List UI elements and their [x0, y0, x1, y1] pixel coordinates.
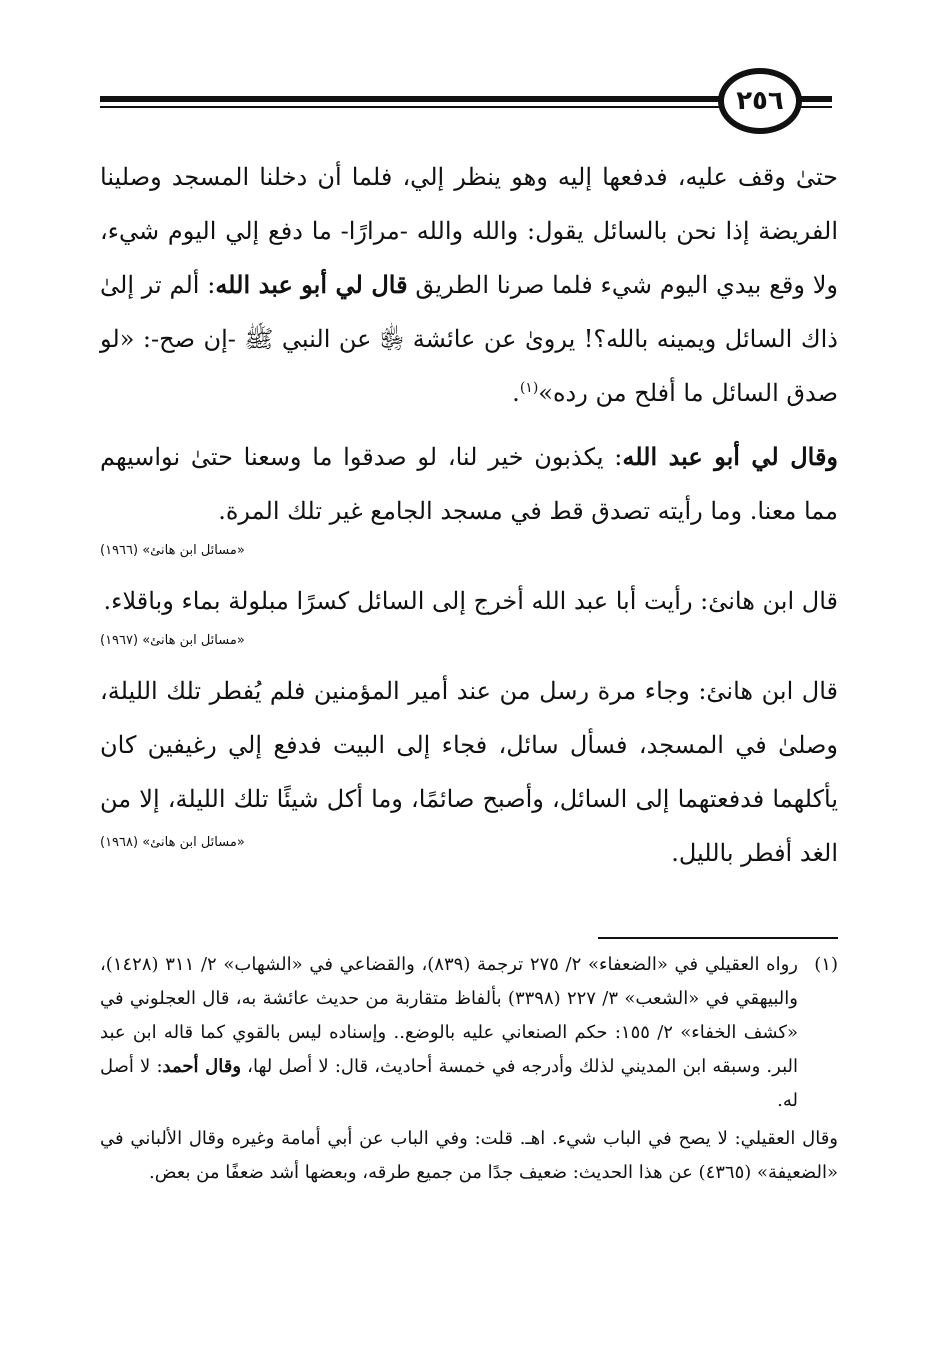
- paragraph-2: [100, 430, 838, 538]
- paragraph-text: .: [512, 379, 520, 407]
- source-citation: «مسائل ابن هانئ» (١٩٦٨): [100, 835, 245, 850]
- header-rule-thin: [100, 106, 720, 108]
- paragraph-4: قال ابن هانئ: وجاء مرة رسل من عند أمير المؤمنين فلم يُفطر تلك الليلة، وصلىٰ في المسجد، فسأل سائل، فجاء إلى البيت فدفع إلي رغيفين كان يأكلهما فدفعتهما إلى السائل، وأصبح صائمًا، وما أكل شيئًا تلك الليلة، إلا من الغد أفطر بالليل.: [100, 677, 838, 867]
- header-rule-right: [800, 96, 832, 102]
- bold-phrase: وقال أحمد: [162, 1056, 242, 1077]
- header-rule: [100, 96, 720, 102]
- footnote-separator: [598, 937, 838, 939]
- footnote-1: [100, 948, 838, 1118]
- bold-phrase: وقال لي أبو عبد الله: [622, 442, 839, 471]
- paragraph-4-wrap: [100, 664, 838, 880]
- page-number: ٢٥٦: [736, 86, 784, 116]
- main-text: [100, 150, 838, 880]
- paragraph-text: : ألم تر إلىٰ ذاك السائل ويمينه بالله؟! يروىٰ عن عائشة ﵂ عن النبي ﷺ -إن صح-: «لو صدق السائل ما أفلح من رده»: [100, 271, 838, 407]
- paragraph-1: [100, 150, 838, 420]
- footnote-text-part: : لا أصل له.: [100, 1056, 798, 1111]
- header-rule-right-thin: [800, 106, 832, 108]
- source-citation: «مسائل ابن هانئ» (١٩٦٦): [100, 543, 245, 558]
- footnote-continuation: وقال العقيلي: لا يصح في الباب شيء. اهـ. قلت: وفي الباب عن أبي أمامة وغيره وقال الألباني في «الضعيفة» (٤٣٦٥) عن هذا الحديث: ضعيف جدًا من جميع طرقه، وبعضها أشد ضعفًا من بعض.: [100, 1128, 838, 1183]
- footnotes: [100, 948, 838, 1190]
- footnote-marker: (١): [519, 380, 539, 396]
- paragraph-text: : يكذبون خير لنا، لو صدقوا ما وسعنا حتىٰ نواسيهم مما معنا. وما رأيته تصدق قط في مسجد الجامع غير تلك المرة.: [100, 443, 838, 525]
- page-number-badge: [718, 68, 802, 134]
- footnote-text: [100, 948, 798, 1118]
- page-header: [100, 68, 840, 138]
- footnote-number: (١): [814, 954, 838, 975]
- source-citation: «مسائل ابن هانئ» (١٩٦٧): [100, 633, 245, 648]
- paragraph-3: قال ابن هانئ: رأيت أبا عبد الله أخرج إلى السائل كسرًا مبلولة بماء وباقلاء.: [103, 587, 838, 615]
- footnote-text-part: رواه العقيلي في «الضعفاء» ٢/ ٢٧٥ ترجمة (٨٣٩)، والقضاعي في «الشهاب» ٢/ ٣١١ (١٤٢٨)، والبيهقي في «الشعب» ٣/ ٢٢٧ (٣٣٩٨) بألفاظ متقاربة من حديث عائشة به، قال العجلوني في «كشف الخفاء» ٢/ ١٥٥: حكم الصنعاني عليه بالوضع.. وإسناده ليس بالقوي كما قاله ابن عبد البر. وسبقه ابن المديني لذلك وأدرجه في خمسة أحاديث، قال: لا أصل لها،: [100, 954, 799, 1077]
- paragraph-text: حتىٰ وقف عليه، فدفعها إليه وهو ينظر إلي، فلما أن دخلنا المسجد وصلينا الفريضة إذا نحن بالسائل يقول: والله والله -مرارًا- ما دفع إلي اليوم شيء، ولا وقع بيدي اليوم شيء فلما صرنا الطريق: [100, 163, 838, 299]
- bold-phrase: قال لي أبو عبد الله: [215, 270, 408, 299]
